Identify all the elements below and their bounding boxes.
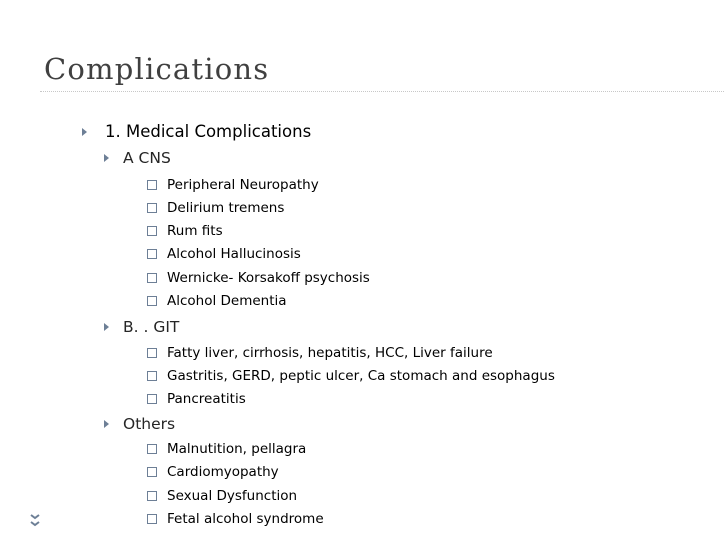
bullet-level1 <box>82 122 311 141</box>
list-item <box>147 441 306 457</box>
list-item <box>147 246 301 262</box>
square-bullet-icon <box>147 444 157 454</box>
list-item <box>147 391 246 407</box>
list-item <box>147 511 324 527</box>
list-item-text: Wernicke- Korsakoff psychosis <box>167 270 370 286</box>
section-heading-text: B. . GIT <box>123 318 180 336</box>
triangle-bullet-icon <box>104 154 109 162</box>
triangle-bullet-icon <box>82 128 87 136</box>
square-bullet-icon <box>147 514 157 524</box>
list-item <box>147 200 284 216</box>
square-bullet-icon <box>147 296 157 306</box>
list-item-text: Rum fits <box>167 223 223 239</box>
square-bullet-icon <box>147 203 157 213</box>
square-bullet-icon <box>147 371 157 381</box>
square-bullet-icon <box>147 273 157 283</box>
list-item-text: Alcohol Dementia <box>167 293 287 309</box>
list-item-text: Delirium tremens <box>167 200 285 216</box>
list-item-text: Cardiomyopathy <box>167 464 279 480</box>
square-bullet-icon <box>147 348 157 358</box>
square-bullet-icon <box>147 394 157 404</box>
square-bullet-icon <box>147 226 157 236</box>
square-bullet-icon <box>147 249 157 259</box>
section-heading-text: Others <box>123 415 176 433</box>
bullet-text: 1. Medical Complications <box>105 122 312 141</box>
list-item <box>147 293 287 309</box>
list-item <box>147 177 319 193</box>
square-bullet-icon <box>147 491 157 501</box>
list-item-text: Alcohol Hallucinosis <box>167 246 301 262</box>
double-chevron-icon[interactable] <box>29 513 41 529</box>
list-item <box>147 345 493 361</box>
square-bullet-icon <box>147 180 157 190</box>
list-item <box>147 223 223 239</box>
list-item-text: Pancreatitis <box>167 391 246 407</box>
list-item-text: Fatty liver, cirrhosis, hepatitis, HCC, Liver failure <box>167 345 493 361</box>
section-heading-cns <box>104 149 171 167</box>
triangle-bullet-icon <box>104 420 109 428</box>
list-item <box>147 368 555 384</box>
section-heading-git <box>104 318 179 336</box>
list-item <box>147 488 297 504</box>
list-item-text: Fetal alcohol syndrome <box>167 511 324 527</box>
list-item-text: Peripheral Neuropathy <box>167 177 319 193</box>
slide-title: Complications <box>44 52 270 86</box>
list-item <box>147 464 279 480</box>
title-divider <box>40 91 724 92</box>
list-item <box>147 270 370 286</box>
triangle-bullet-icon <box>104 323 109 331</box>
list-item-text: Malnutition, pellagra <box>167 441 307 457</box>
section-heading-text: A CNS <box>123 149 171 167</box>
list-item-text: Gastritis, GERD, peptic ulcer, Ca stomach and esophagus <box>167 368 555 384</box>
list-item-text: Sexual Dysfunction <box>167 488 298 504</box>
section-heading-others <box>104 415 175 433</box>
square-bullet-icon <box>147 467 157 477</box>
